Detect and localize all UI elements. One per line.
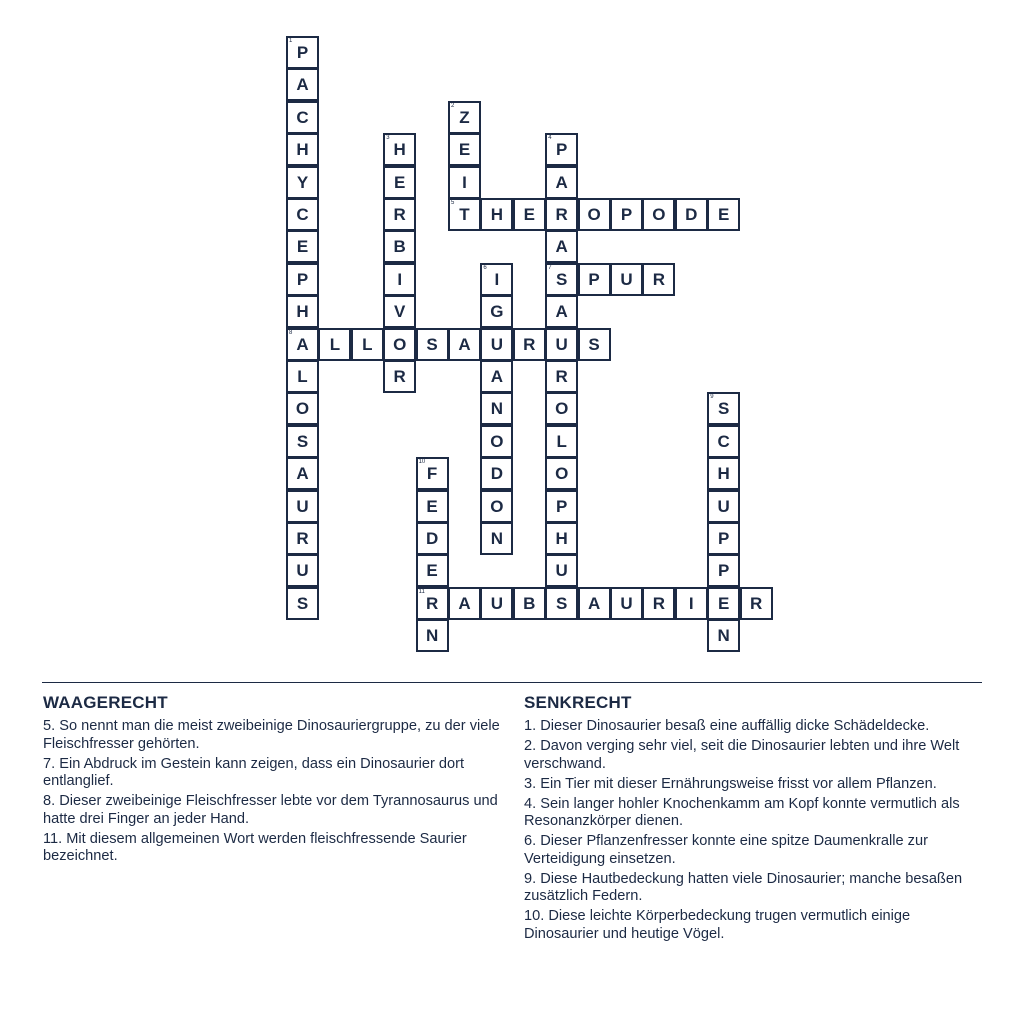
cell-letter: P — [296, 43, 309, 62]
cell-letter: A — [458, 593, 471, 613]
clue-number: 2 — [451, 102, 455, 109]
grid-cell[interactable] — [545, 587, 578, 620]
cell-letter: I — [494, 269, 500, 289]
cell-letter: U — [620, 269, 633, 289]
clue-down-9: 9. Diese Hautbedeckung hatten viele Dinosaurier; manche besaßen zusätzlich Federn. — [524, 870, 963, 904]
grid-cell[interactable] — [286, 263, 319, 296]
grid-cell[interactable] — [318, 328, 351, 361]
grid-cell[interactable] — [416, 587, 449, 620]
cell-letter: U — [717, 496, 730, 516]
clue-across-5: 5. So nennt man die meist zweibeinige Dinosauriergruppe, zu der viele Fleischfresser gehörten. — [43, 718, 500, 752]
grid-cell[interactable] — [286, 133, 319, 166]
cell-letter: O — [587, 205, 601, 224]
grid-cell[interactable] — [480, 360, 513, 393]
grid-cell[interactable] — [675, 587, 708, 620]
grid-cell[interactable] — [610, 198, 643, 231]
cell-letter: R — [749, 593, 763, 613]
grid-cell[interactable] — [545, 392, 578, 425]
grid-cell[interactable] — [416, 619, 449, 652]
grid-cell[interactable] — [578, 328, 611, 361]
cell-letter: O — [295, 399, 310, 419]
grid-cell[interactable] — [707, 587, 740, 620]
grid-cell[interactable] — [545, 490, 578, 523]
grid-cell[interactable] — [416, 490, 449, 523]
grid-cell[interactable] — [545, 360, 578, 393]
grid-cell[interactable] — [675, 198, 708, 231]
cell-letter: B — [393, 237, 406, 257]
clue-down-1: 1. Dieser Dinosaurier besaß eine auffällig dicke Schädeldecke. — [524, 718, 930, 734]
cell-letter: E — [296, 237, 309, 257]
cell-letter: Z — [459, 107, 470, 127]
cell-letter: D — [425, 529, 439, 548]
cell-letter: F — [426, 464, 438, 484]
grid-cell[interactable] — [448, 587, 481, 620]
cell-letter: R — [555, 205, 568, 224]
grid-cell[interactable] — [480, 587, 513, 620]
cell-letter: P — [718, 561, 730, 581]
cell-letter: U — [555, 334, 568, 354]
cell-letter: H — [296, 302, 309, 322]
cell-letter: C — [717, 431, 730, 451]
cell-letter: L — [362, 334, 373, 354]
clue-number: 11 — [418, 588, 425, 595]
grid-cell[interactable] — [416, 457, 449, 490]
grid-cell[interactable] — [383, 230, 416, 263]
grid-cell[interactable] — [707, 198, 740, 231]
grid-cell[interactable] — [578, 587, 611, 620]
clue-across-8: 8. Dieser zweibeinige Fleischfresser lebte vor dem Tyrannosaurus und hatte drei Finger an jeder Hand. — [43, 793, 498, 827]
cell-letter: P — [588, 269, 600, 289]
cell-letter: B — [523, 593, 536, 613]
cell-letter: E — [426, 561, 438, 581]
cell-letter: A — [490, 367, 504, 386]
cell-letter: A — [555, 172, 568, 192]
clue-number: 8 — [289, 329, 293, 336]
grid-cell[interactable] — [351, 328, 384, 361]
cell-letter: P — [718, 529, 730, 548]
grid-cell[interactable] — [513, 587, 546, 620]
cell-letter: L — [556, 431, 567, 451]
cell-letter: I — [397, 269, 403, 289]
across-clues — [43, 693, 503, 868]
grid-cell[interactable] — [448, 198, 481, 231]
grid-cell[interactable] — [707, 554, 740, 587]
cell-letter: H — [490, 205, 504, 224]
grid-cell[interactable] — [513, 198, 546, 231]
clue-across-11: 11. Mit diesem allgemeinen Wort werden fleischfressende Saurier bezeichnet. — [43, 830, 467, 864]
grid-cell[interactable] — [416, 554, 449, 587]
grid-cell[interactable] — [286, 554, 319, 587]
cell-letter: P — [620, 205, 633, 224]
grid-cell[interactable] — [707, 619, 740, 652]
cell-letter: R — [652, 593, 666, 613]
grid-cell[interactable] — [578, 263, 611, 296]
grid-cell[interactable] — [286, 328, 319, 361]
grid-cell[interactable] — [286, 36, 319, 69]
clue-number: 7 — [548, 264, 552, 271]
cell-letter: U — [296, 561, 309, 581]
cell-letter: A — [555, 302, 568, 322]
cell-letter: I — [688, 593, 694, 613]
clue-number: 1 — [289, 38, 293, 44]
clue-down-3: 3. Ein Tier mit dieser Ernährungsweise frisst vor allem Pflanzen. — [524, 775, 937, 792]
grid-cell[interactable] — [448, 101, 481, 134]
grid-cell[interactable] — [383, 198, 416, 231]
clue-number: 5 — [451, 200, 455, 206]
grid-cell[interactable] — [480, 522, 513, 555]
cell-letter: L — [329, 334, 341, 354]
clue-number: 3 — [386, 135, 390, 142]
clue-down-4: 4. Sein langer hohler Knochenkamm am Kopf konnte vermutlich als Resonanzkörper dienen. — [524, 795, 960, 829]
grid-cell[interactable] — [707, 425, 740, 458]
cell-letter: U — [620, 593, 633, 613]
grid-cell[interactable] — [707, 522, 740, 555]
grid-cell[interactable] — [480, 457, 513, 490]
clue-number: 10 — [418, 459, 426, 466]
grid-cell[interactable] — [286, 490, 319, 523]
cell-letter: S — [556, 269, 568, 289]
cell-letter: N — [490, 529, 504, 548]
grid-cell[interactable] — [286, 230, 319, 263]
cell-letter: N — [490, 399, 504, 419]
cell-letter: R — [425, 593, 439, 613]
cell-letter: C — [296, 205, 309, 224]
grid-cell[interactable] — [480, 295, 513, 328]
grid-cell[interactable] — [480, 490, 513, 523]
grid-cell[interactable] — [448, 166, 481, 199]
grid-cell[interactable] — [383, 263, 416, 296]
cell-letter: I — [462, 172, 467, 192]
grid-cell[interactable] — [286, 68, 319, 101]
grid-cell[interactable] — [545, 166, 578, 199]
clue-down-6: 6. Dieser Pflanzenfresser konnte eine spitze Daumenkralle zur Verteidigung einsetzen. — [524, 833, 928, 867]
grid-cell[interactable] — [383, 166, 416, 199]
grid-cell[interactable] — [642, 198, 675, 231]
cell-letter: U — [296, 496, 309, 516]
clue-down-10: 10. Diese leichte Körperbedeckung trugen vermutlich einige Dinosaurier und heutige Vögel. — [524, 908, 911, 942]
cell-letter: R — [393, 205, 406, 224]
cell-letter: S — [718, 399, 730, 419]
cell-letter: E — [458, 140, 471, 160]
cell-letter: R — [296, 529, 309, 548]
cell-letter: E — [523, 205, 535, 224]
grid-cell[interactable] — [383, 295, 416, 328]
grid-cell[interactable] — [286, 425, 319, 458]
grid-cell[interactable] — [545, 425, 578, 458]
cell-letter: A — [296, 464, 309, 484]
cell-letter: E — [394, 172, 406, 192]
grid-cell[interactable] — [545, 295, 578, 328]
grid-cell[interactable] — [286, 522, 319, 555]
grid-cell[interactable] — [480, 425, 513, 458]
cell-letter: U — [490, 593, 504, 613]
cell-letter: H — [296, 140, 309, 160]
cell-letter: E — [718, 205, 730, 224]
grid-cell[interactable] — [286, 587, 319, 620]
cell-letter: S — [426, 334, 438, 354]
grid-cell[interactable] — [545, 198, 578, 231]
grid-cell[interactable] — [545, 230, 578, 263]
grid-cell[interactable] — [642, 263, 675, 296]
cell-letter: E — [426, 496, 438, 516]
cell-letter: R — [555, 367, 568, 386]
cell-letter: A — [555, 237, 568, 257]
cell-letter: R — [393, 367, 406, 386]
cell-letter: O — [555, 399, 569, 419]
cell-letter: H — [393, 140, 406, 160]
grid-cell[interactable] — [480, 328, 513, 361]
cell-letter: A — [587, 593, 601, 613]
grid-cell[interactable] — [545, 457, 578, 490]
clue-number: 4 — [548, 135, 552, 142]
cell-letter: H — [717, 464, 730, 484]
cell-letter: P — [296, 269, 309, 289]
grid-cell[interactable] — [286, 392, 319, 425]
across-title: WAAGERECHT — [43, 693, 168, 712]
cell-letter: E — [718, 593, 730, 613]
cell-letter: A — [296, 75, 309, 95]
cell-letter: S — [296, 431, 309, 451]
grid-cell[interactable] — [545, 133, 578, 166]
cell-letter: N — [425, 626, 439, 646]
cell-letter: O — [555, 464, 569, 484]
grid-cell[interactable] — [286, 198, 319, 231]
cell-letter: D — [685, 205, 698, 224]
cell-letter: O — [490, 496, 504, 516]
cell-letter: V — [394, 302, 406, 322]
cell-letter: C — [296, 107, 309, 127]
grid-cell[interactable] — [642, 587, 675, 620]
grid-cell[interactable] — [383, 328, 416, 361]
grid-cell[interactable] — [448, 133, 481, 166]
clue-down-2: 2. Davon verging sehr viel, seit die Dinosaurier lebten und ihre Welt verschwand. — [524, 738, 960, 772]
grid-cell[interactable] — [286, 360, 319, 393]
clue-across-7: 7. Ein Abdruck im Gestein kann zeigen, dass ein Dinosaurier dort entlanglief. — [43, 755, 465, 789]
grid-cell[interactable] — [286, 295, 319, 328]
clue-number: 6 — [483, 264, 487, 271]
cell-letter: O — [490, 431, 504, 451]
cell-letter: P — [556, 140, 568, 160]
cell-letter: D — [490, 464, 504, 484]
grid-cell[interactable] — [416, 328, 449, 361]
grid-cell[interactable] — [578, 198, 611, 231]
cell-letter: T — [459, 205, 470, 224]
down-clues — [524, 693, 984, 946]
cell-letter: R — [652, 269, 666, 289]
cell-letter: Y — [296, 172, 309, 192]
cell-letter: U — [555, 561, 568, 581]
cell-letter: L — [297, 367, 308, 386]
cell-letter: P — [556, 496, 568, 516]
grid-cell[interactable] — [545, 554, 578, 587]
cell-letter: U — [490, 334, 504, 354]
grid-cell[interactable] — [707, 392, 740, 425]
grid-cell[interactable] — [707, 457, 740, 490]
cell-letter: S — [296, 593, 309, 613]
cell-letter: A — [458, 334, 471, 354]
grid-cell[interactable] — [545, 328, 578, 361]
cell-letter: S — [588, 334, 600, 354]
cell-letter: S — [556, 593, 568, 613]
cell-letter: R — [523, 334, 536, 354]
grid-cell[interactable] — [286, 457, 319, 490]
grid-cell[interactable] — [383, 133, 416, 166]
grid-cell[interactable] — [707, 490, 740, 523]
cell-letter: N — [717, 626, 730, 646]
grid-cell[interactable] — [610, 263, 643, 296]
cell-letter: O — [393, 334, 407, 354]
grid-cell[interactable] — [416, 522, 449, 555]
cell-letter: A — [296, 334, 309, 354]
grid-cell[interactable] — [383, 360, 416, 393]
grid-cell[interactable] — [740, 587, 773, 620]
down-title: SENKRECHT — [524, 693, 632, 712]
clue-number: 9 — [710, 394, 714, 401]
cell-letter: H — [555, 529, 568, 548]
grid-cell[interactable] — [513, 328, 546, 361]
grid-cell[interactable] — [545, 522, 578, 555]
section-divider — [42, 682, 982, 683]
grid-cell[interactable] — [480, 392, 513, 425]
grid-cell[interactable] — [480, 198, 513, 231]
grid-cell[interactable] — [545, 263, 578, 296]
grid-cell[interactable] — [286, 101, 319, 134]
grid-cell[interactable] — [610, 587, 643, 620]
cell-letter: O — [652, 205, 666, 224]
grid-cell[interactable] — [448, 328, 481, 361]
grid-cell[interactable] — [480, 263, 513, 296]
grid-cell[interactable] — [286, 166, 319, 199]
cell-letter: G — [490, 302, 504, 322]
